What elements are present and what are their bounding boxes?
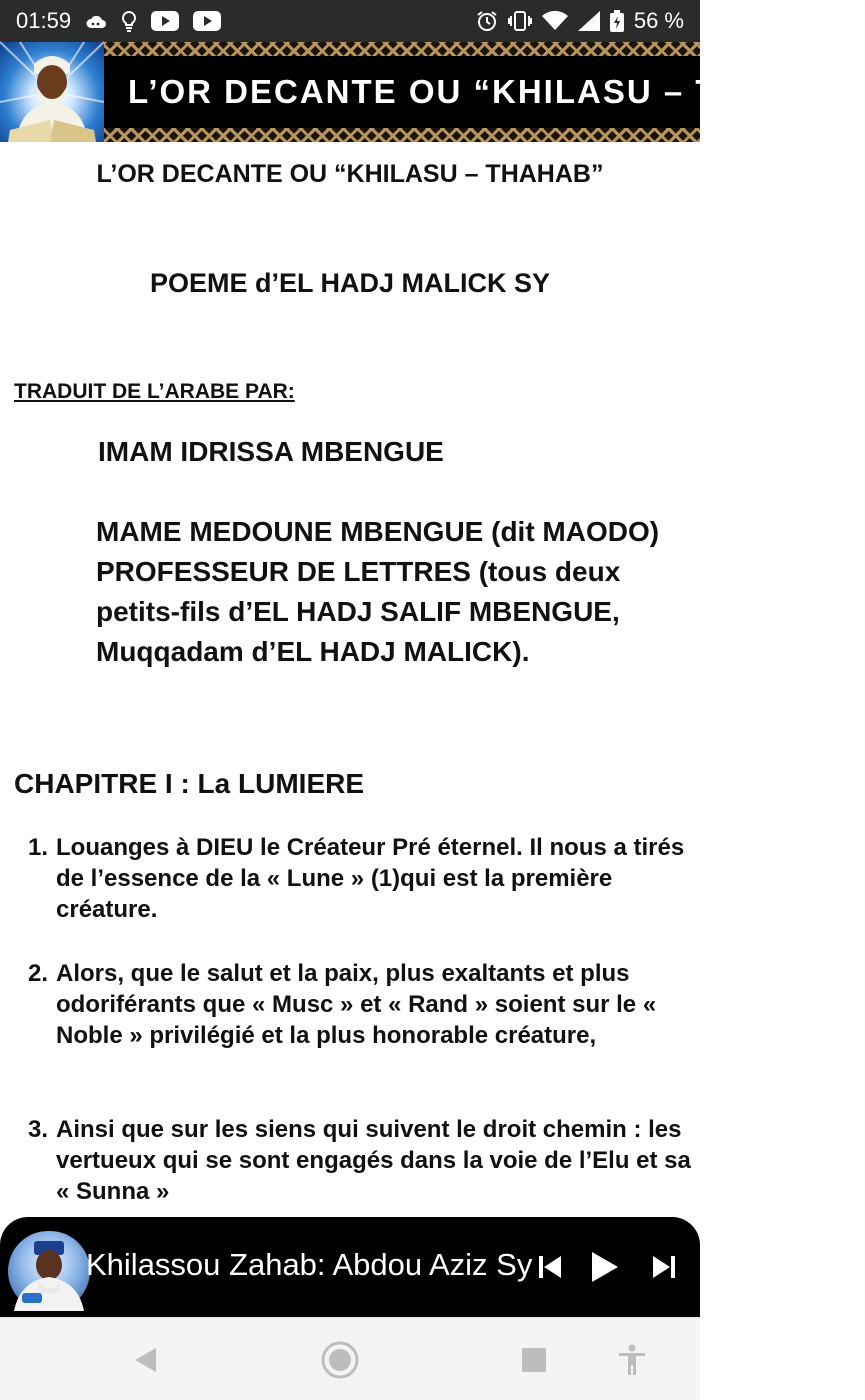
youtube-icon — [151, 11, 179, 31]
play-icon — [587, 1250, 621, 1284]
skip-previous-icon — [535, 1252, 565, 1282]
status-right — [476, 8, 684, 34]
document-subtitle: POEME d’EL HADJ MALICK SY — [149, 268, 551, 298]
verse-item — [14, 1114, 694, 1207]
battery-icon — [610, 10, 624, 32]
signal-icon — [578, 11, 600, 31]
battery-percent: 56 % — [633, 8, 684, 33]
verse-number: 2. — [28, 960, 49, 987]
weather-cloud-icon — [85, 12, 107, 30]
player-track-title[interactable] — [86, 1247, 533, 1289]
header-avatar — [0, 42, 104, 142]
skip-previous-button[interactable] — [530, 1247, 570, 1287]
audio-player-bar[interactable] — [0, 1217, 700, 1317]
verse-text: Louanges à DIEU le Créateur Pré éternel. Il nous a tirés de l’essence de la « Lune » (1)qui est la première créature. — [56, 834, 685, 923]
verse-item — [14, 832, 694, 925]
player-thumbnail[interactable] — [8, 1231, 90, 1311]
status-bar — [0, 0, 700, 42]
play-button[interactable] — [584, 1247, 624, 1287]
status-left — [16, 8, 221, 34]
nav-back-button[interactable] — [126, 1340, 166, 1380]
document-title: L’OR DECANTE OU “KHILASU – THAHAB” — [96, 160, 604, 188]
nav-home-button[interactable] — [320, 1340, 360, 1380]
accessibility-icon — [617, 1344, 647, 1376]
translated-by-label: TRADUIT DE L’ARABE PAR: — [14, 380, 295, 403]
youtube-icon — [193, 11, 221, 31]
lightbulb-icon — [121, 10, 137, 32]
translator-name-1: IMAM IDRISSA MBENGUE — [98, 436, 444, 467]
verse-number: 1. — [28, 834, 49, 861]
back-icon — [132, 1346, 160, 1374]
nav-recents-button[interactable] — [514, 1340, 554, 1380]
verse-text: Alors, que le salut et la paix, plus exaltants et plus odoriférants que « Musc » et « Rand » soient sur le « Noble » privilégié et la plus honorable créature, — [56, 960, 657, 1049]
app-header — [0, 42, 865, 142]
track-title-text: Khilassou Zahab: Abdou Aziz Sy — [86, 1247, 533, 1282]
verse-number: 3. — [28, 1116, 49, 1143]
translator-name-2: MAME MEDOUNE MBENGUE (dit MAODO) PROFESSEUR DE LETTRES (tous deux petits-fils d’EL HADJ SALIF MBENGUE, Muqqadam d’EL HADJ MALICK). — [96, 516, 660, 667]
recents-icon — [520, 1346, 548, 1374]
home-icon — [320, 1340, 360, 1380]
system-nav-bar — [0, 1317, 700, 1400]
status-time: 01:59 — [16, 8, 72, 33]
header-title: L’OR DECANTE OU “KHILASU – THAHAB” — [128, 73, 865, 110]
verse-item — [14, 958, 694, 1051]
nav-accessibility-button[interactable] — [612, 1340, 652, 1380]
wifi-icon — [542, 11, 568, 31]
vibrate-icon — [508, 11, 532, 31]
document-content[interactable] — [0, 142, 700, 1217]
skip-next-button[interactable] — [644, 1247, 684, 1287]
verse-text: Ainsi que sur les siens qui suivent le droit chemin : les vertueux qui se sont engagés dans la voie de l’Elu et sa « Sunna » — [56, 1116, 691, 1205]
chapter-heading: CHAPITRE I : La LUMIERE — [14, 768, 365, 799]
alarm-icon — [476, 10, 498, 32]
skip-next-icon — [649, 1252, 679, 1282]
header-title-band — [104, 56, 865, 128]
